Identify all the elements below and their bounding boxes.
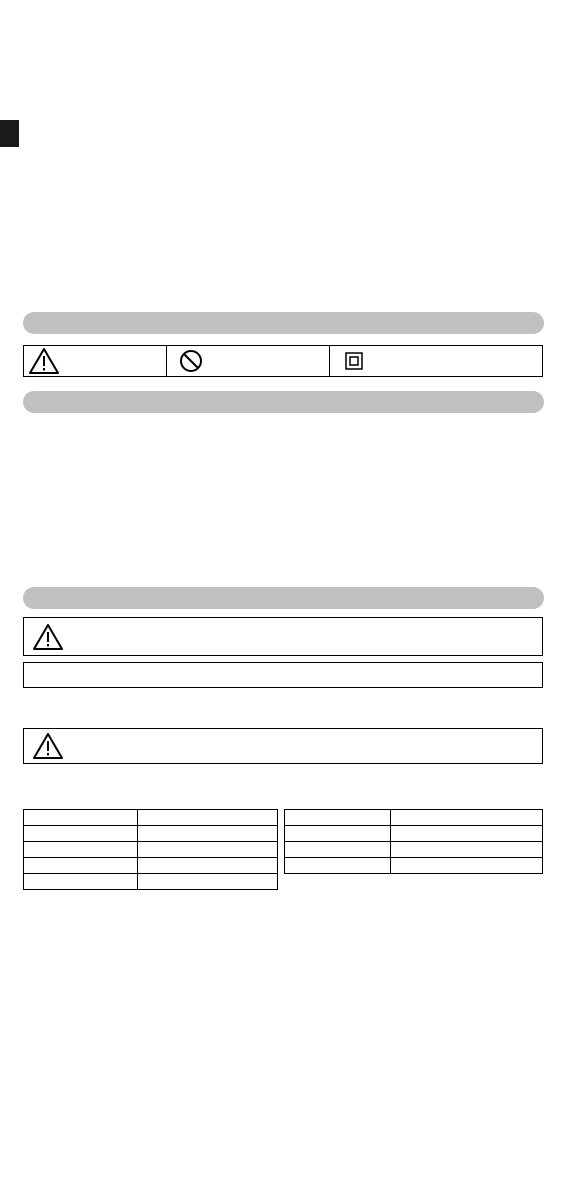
table-cell — [285, 810, 391, 826]
section-header-bar-3 — [23, 587, 544, 609]
table-row — [285, 858, 543, 874]
warning-triangle-icon — [32, 623, 64, 651]
table-cell — [138, 826, 278, 842]
table-cell — [285, 826, 391, 842]
table-cell — [391, 810, 543, 826]
table-row — [24, 842, 278, 858]
symbol-cell-double-insulation — [329, 346, 542, 376]
table-cell — [138, 810, 278, 826]
table-cell — [24, 858, 138, 874]
warning-triangle-icon — [32, 732, 64, 760]
section-header-bar-2 — [23, 391, 544, 413]
table-row — [285, 842, 543, 858]
table-row — [285, 810, 543, 826]
symbol-cell-prohibition — [166, 346, 329, 376]
note-box — [23, 662, 543, 688]
table-cell — [24, 810, 138, 826]
symbol-cell-warning — [24, 346, 166, 376]
symbols-legend-table — [23, 345, 543, 377]
specs-table-right — [284, 809, 543, 874]
table-row — [24, 874, 278, 890]
table-cell — [391, 858, 543, 874]
section-header-bar-1 — [23, 312, 544, 334]
specs-table-left — [23, 809, 278, 890]
table-row — [24, 810, 278, 826]
table-row — [24, 858, 278, 874]
table-row — [285, 826, 543, 842]
table-cell — [285, 842, 391, 858]
table-cell — [138, 842, 278, 858]
table-cell — [138, 858, 278, 874]
table-cell — [24, 842, 138, 858]
section-side-tab — [0, 120, 19, 147]
table-cell — [285, 858, 391, 874]
double-insulation-icon — [345, 352, 363, 370]
table-cell — [24, 826, 138, 842]
warning-box-1 — [23, 617, 543, 656]
warning-triangle-icon — [28, 347, 60, 375]
table-cell — [138, 874, 278, 890]
prohibition-circle-icon — [179, 349, 203, 373]
warning-box-2 — [23, 728, 543, 764]
table-cell — [391, 842, 543, 858]
table-row — [24, 826, 278, 842]
table-cell — [24, 874, 138, 890]
table-cell — [391, 826, 543, 842]
